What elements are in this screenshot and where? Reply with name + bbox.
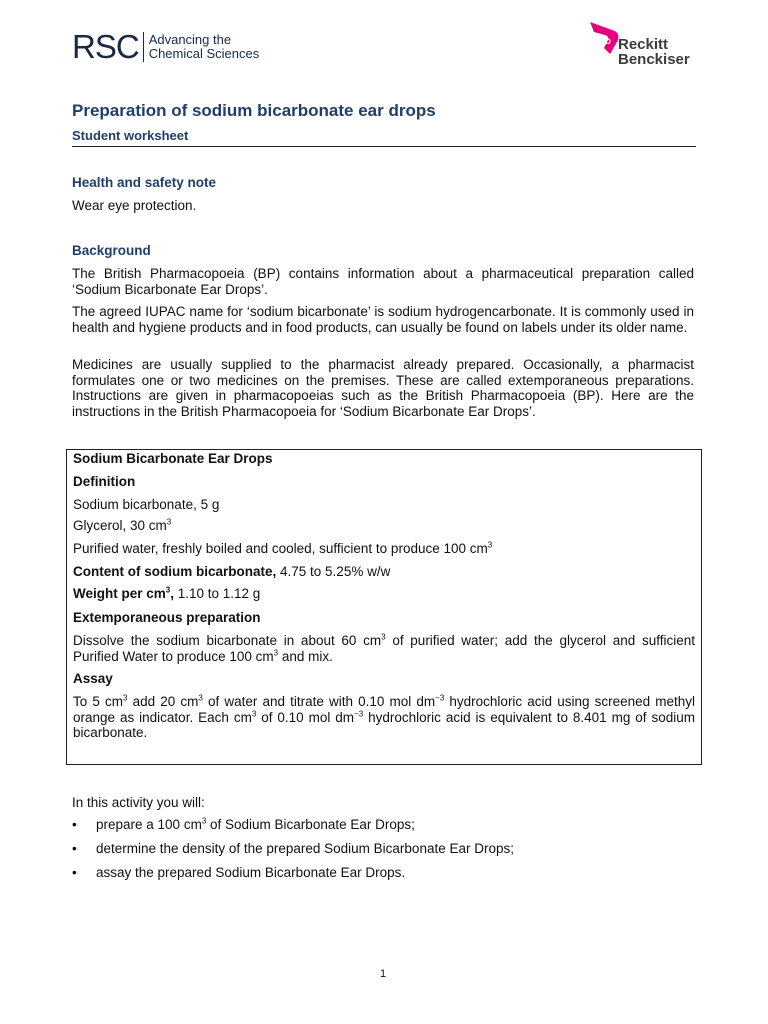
- list-item: • assay the prepared Sodium Bicarbonate Ear Drops.: [72, 865, 406, 880]
- page-subtitle: Student worksheet: [72, 128, 189, 143]
- page-title: Preparation of sodium bicarbonate ear drops: [72, 101, 436, 120]
- health-safety-heading: Health and safety note: [72, 175, 217, 190]
- rb-swoosh-text: rb: [601, 36, 611, 47]
- background-paragraph-2: The agreed IUPAC name for ‘sodium bicarbonate’ is sodium hydrogencarbonate. It is commonly used in health and hygiene products and in food products, can usually be found on labels under its older name.: [72, 304, 694, 335]
- rsc-logo: [72, 30, 259, 63]
- monograph-title: Sodium Bicarbonate Ear Drops: [73, 451, 273, 466]
- rb-line1: Reckitt: [618, 36, 669, 53]
- list-item: • prepare a 100 $cm^3$ of Sodium Bicarbonate Ear Drops;: [72, 816, 415, 832]
- background-paragraph-3: Medicines are usually supplied to the pharmacist already prepared. Occasionally, a pharmacist formulates one or two medicines on the premises. These are called extemporaneous preparations. Instructions are given in pharmacopoeias such as the British Pharmacopoeia (BP). Here are the instructions in the British Pharmacopoeia for ‘Sodium Bicarbonate Ear Drops’.: [72, 357, 694, 419]
- background-paragraph-1: The British Pharmacopoeia (BP) contains information about a pharmaceutical preparation called ‘Sodium Bicarbonate Ear Drops’.: [72, 266, 694, 297]
- bullet-icon: •: [72, 865, 77, 880]
- rb-wordmark: [618, 37, 690, 67]
- title-divider: [72, 146, 696, 147]
- assay-heading: Assay: [73, 671, 113, 686]
- reckitt-benckiser-logo: [588, 20, 703, 70]
- health-safety-text: Wear eye protection.: [72, 198, 197, 213]
- extemporaneous-text: Dissolve the sodium bicarbonate in about 60 $cm^3$ of purified water; add the glycerol and sufficient Purified Water to produce 100 $cm^3$ and mix.: [73, 632, 695, 664]
- rsc-tagline-line1: Advancing the: [148, 31, 232, 47]
- extemporaneous-heading: Extemporaneous preparation: [73, 610, 261, 625]
- list-item: • determine the density of the prepared Sodium Bicarbonate Ear Drops;: [72, 841, 514, 856]
- definition-line-1: Sodium bicarbonate, 5 g: [73, 497, 220, 512]
- content-line: Content of sodium bicarbonate, 4.75 to 5.25% w/w: [73, 564, 391, 579]
- rsc-mark: RSC: [72, 28, 139, 65]
- bullet-icon: •: [72, 841, 77, 856]
- page-number: 1: [380, 968, 387, 980]
- rsc-tagline-line2: Chemical Sciences: [148, 45, 260, 61]
- activity-list: [72, 817, 514, 889]
- definition-heading: Definition: [73, 474, 136, 489]
- monograph-box: [66, 449, 702, 765]
- weight-line: Weight per $cm^3$, 1.10 to 1.12 g: [73, 585, 261, 601]
- rsc-tagline: [149, 33, 260, 61]
- definition-line-2: Glycerol, 30 $cm^3$: [73, 517, 172, 533]
- background-heading: Background: [72, 243, 151, 258]
- activity-intro: In this activity you will:: [72, 795, 205, 810]
- rb-line2: Benckiser: [618, 51, 690, 68]
- bullet-icon: •: [72, 817, 77, 832]
- rsc-divider: [143, 32, 144, 62]
- definition-line-3: Purified water, freshly boiled and cooled, sufficient to produce 100 $cm^3$: [73, 540, 493, 556]
- assay-text: To 5 $cm^3$ add 20 $cm^3$ of water and titrate with 0.10 mol $dm^{-3}$ hydrochloric acid using screened methyl orange as indicator. Each $cm^3$ of 0.10 mol $dm^{-3}$ hydrochloric acid is equivalent to 8.401 mg of sodium bicarbonate.: [73, 693, 696, 740]
